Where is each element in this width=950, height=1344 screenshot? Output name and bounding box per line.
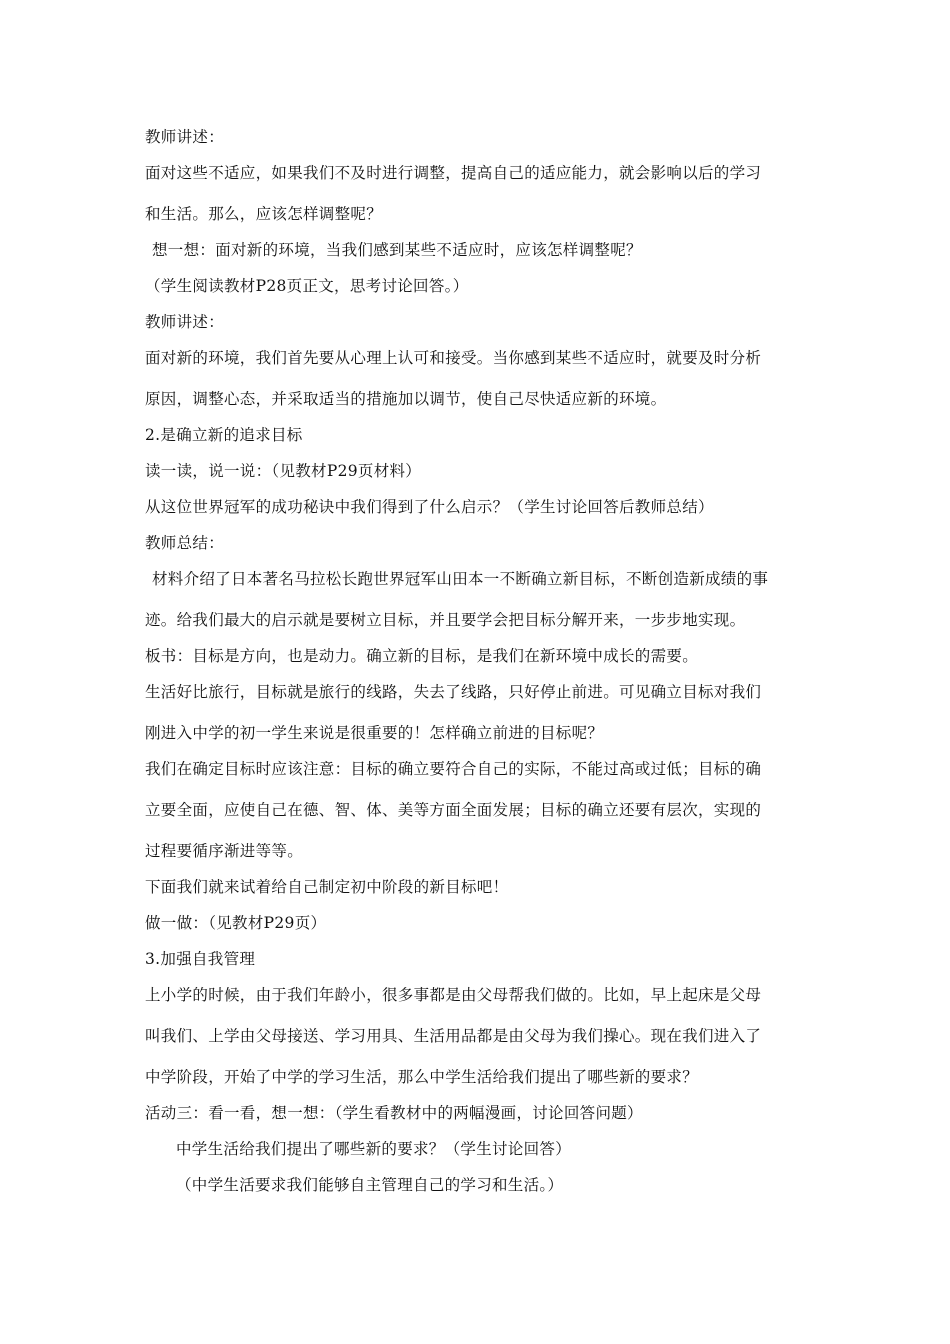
- text-line-13: 材料介绍了日本著名马拉松长跑世界冠军山田本一不断确立新目标，不断创造新成绩的事: [152, 570, 769, 588]
- text-line-2: 面对这些不适应，如果我们不及时进行调整，提高自己的适应能力，就会影响以后的学习: [145, 164, 762, 182]
- text-line-16: 生活好比旅行，目标就是旅行的线路，失去了线路，只好停止前进。可见确立目标对我们: [145, 683, 762, 701]
- text-line-11: 从这位世界冠军的成功秘诀中我们得到了什么启示？（学生讨论回答后教师总结）: [145, 498, 714, 516]
- text-line-29: （中学生活要求我们能够自主管理自己的学习和生活。）: [176, 1176, 564, 1194]
- text-line-28: 中学生活给我们提出了哪些新的要求？（学生讨论回答）: [176, 1140, 572, 1158]
- text-line-7: 面对新的环境，我们首先要从心理上认可和接受。当你感到某些不适应时，就要及时分析: [145, 349, 762, 367]
- text-line-5: （学生阅读教材P28页正文，思考讨论回答。）: [145, 277, 469, 295]
- text-line-24: 上小学的时候，由于我们年龄小，很多事都是由父母帮我们做的。比如，早上起床是父母: [145, 986, 762, 1004]
- text-line-20: 过程要循序渐进等等。: [145, 842, 304, 860]
- section-heading-3: 3.加强自我管理: [145, 950, 256, 968]
- text-line-26: 中学阶段，开始了中学的学习生活，那么中学生活给我们提出了哪些新的要求？: [145, 1068, 699, 1086]
- text-line-4: 想一想：面对新的环境，当我们感到某些不适应时，应该怎样调整呢？: [152, 241, 642, 259]
- text-line-10: 读一读，说一说：（见教材P29页材料）: [145, 462, 422, 480]
- text-line-17: 刚进入中学的初一学生来说是很重要的！怎样确立前进的目标呢？: [145, 724, 604, 742]
- text-line-21: 下面我们就来试着给自己制定初中阶段的新目标吧！: [145, 878, 509, 896]
- text-line-14: 迹。给我们最大的启示就是要树立目标，并且要学会把目标分解开来，一步步地实现。: [145, 611, 746, 629]
- text-line-18: 我们在确定目标时应该注意：目标的确立要符合自己的实际，不能过高或过低；目标的确: [145, 760, 762, 778]
- text-line-8: 原因，调整心态，并采取适当的措施加以调节，使自己尽快适应新的环境。: [145, 390, 667, 408]
- section-heading-2: 2.是确立新的追求目标: [145, 426, 303, 444]
- text-line-6: 教师讲述：: [145, 313, 225, 331]
- text-line-25: 叫我们、上学由父母接送、学习用具、生活用品都是由父母为我们操心。现在我们进入了: [145, 1027, 762, 1045]
- text-line-15: 板书：目标是方向，也是动力。确立新的目标，是我们在新环境中成长的需要。: [145, 647, 699, 665]
- text-line-1: 教师讲述：: [145, 128, 225, 146]
- text-line-12: 教师总结：: [145, 534, 225, 552]
- text-line-22: 做一做：（见教材P29页）: [145, 914, 327, 932]
- text-line-19: 立要全面，应使自己在德、智、体、美等方面全面发展；目标的确立还要有层次，实现的: [145, 801, 762, 819]
- text-line-27: 活动三：看一看，想一想：（学生看教材中的两幅漫画，讨论回答问题）: [145, 1104, 643, 1122]
- text-line-3: 和生活。那么，应该怎样调整呢？: [145, 205, 383, 223]
